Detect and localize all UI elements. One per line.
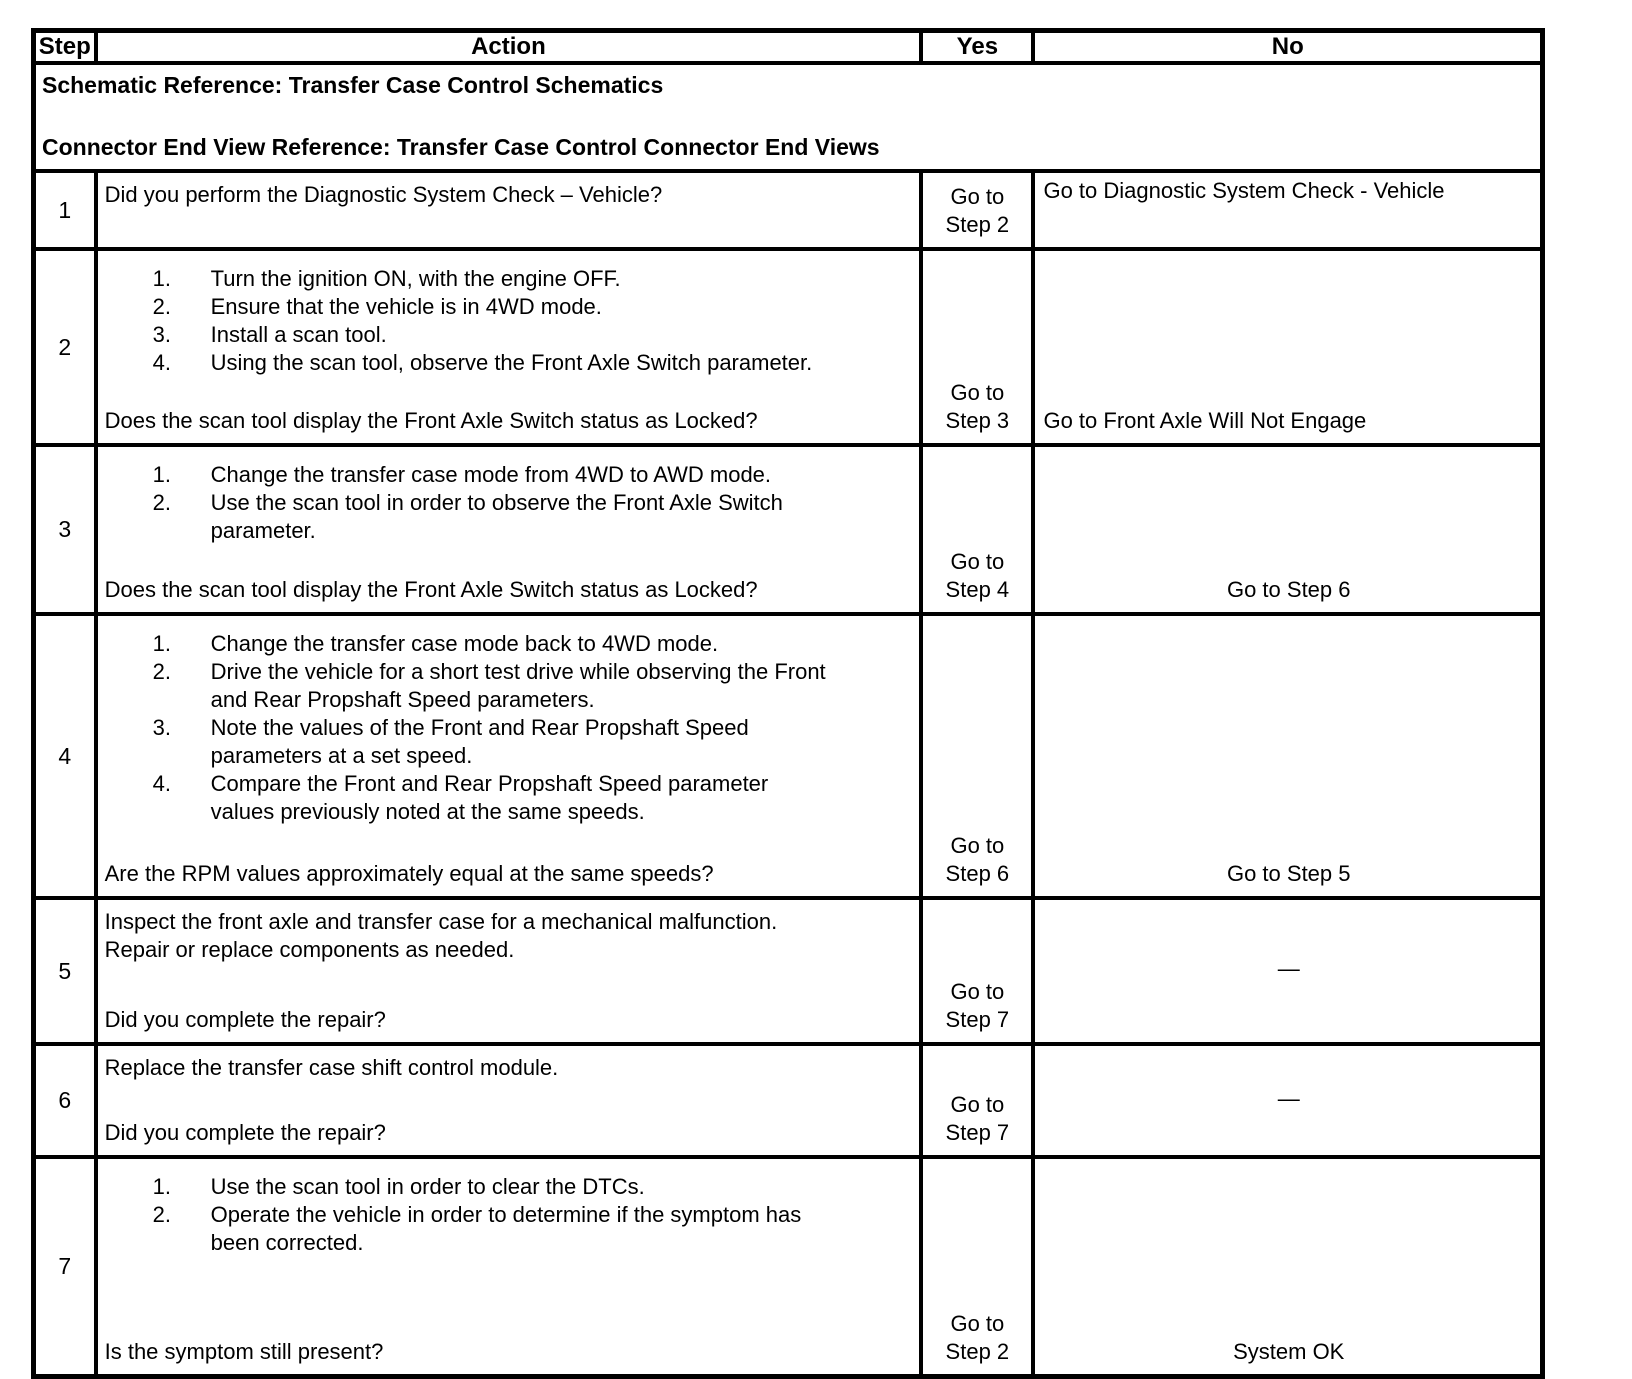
yes-cell [921,1044,1033,1157]
action-list-item [105,265,910,293]
action-question: Did you perform the Diagnostic System Check – Vehicle? [104,182,663,207]
no-cell: Go to Step 5 [1033,614,1542,898]
yes-instruction-line: Step 7 [945,1007,1010,1032]
yes-instruction-line: Go to [950,979,1005,1004]
list-item-number: 4. [152,350,171,375]
action-list-item [105,293,910,321]
list-item-number: 2. [152,294,171,319]
yes-instruction-line: Go to [950,549,1005,574]
no-cell: System OK [1033,1157,1542,1377]
action-list-item [105,630,910,658]
step-number: 3 [34,445,96,614]
step-number: 7 [34,1157,96,1377]
no-cell: Go to Step 6 [1033,445,1542,614]
action-cell [96,445,922,614]
yes-cell [921,898,1033,1044]
yes-instruction-line: Go to [950,184,1005,209]
step-number: 5 [34,898,96,1044]
action-list-item [105,321,910,349]
action-list [105,1173,910,1257]
yes-instruction-line: Go to [950,1311,1005,1336]
step-number: 2 [34,249,96,445]
list-item-text: Change the transfer case mode back to 4WD mode. [210,631,719,656]
table-row [34,898,1543,1044]
list-item-text: Turn the ignition ON, with the engine OFF. [210,266,621,291]
action-list [105,630,910,826]
yes-cell [921,445,1033,614]
action-cell [96,249,922,445]
action-question: Does the scan tool display the Front Axle Switch status as Locked? [104,577,758,602]
action-list-item [105,770,910,826]
no-cell: Go to Diagnostic System Check - Vehicle [1033,171,1542,249]
yes-cell [921,249,1033,445]
action-cell [96,1157,922,1377]
yes-instruction-line: Step 2 [945,1339,1010,1364]
list-item-text: Drive the vehicle for a short test drive while observing the Front and Rear Propshaft Speed parameters. [210,659,826,712]
action-cell [96,171,922,249]
column-header-no: No [1033,31,1542,64]
yes-instruction-line: Step 7 [945,1120,1010,1145]
action-question: Are the RPM values approximately equal at the same speeds? [104,861,714,886]
table-row [34,445,1543,614]
step-number: 4 [34,614,96,898]
step-number: 6 [34,1044,96,1157]
list-item-number: 4. [152,771,171,796]
list-item-number: 3. [152,322,171,347]
table-row [34,614,1543,898]
list-item-number: 3. [152,715,171,740]
list-item-number: 1. [152,1174,171,1199]
action-cell [96,614,922,898]
table-row [34,249,1543,445]
action-cell [96,898,922,1044]
yes-cell [921,614,1033,898]
no-cell: — [1033,898,1542,1044]
diagnostic-table [31,28,1545,1379]
list-item-text: Use the scan tool in order to clear the DTCs. [210,1174,645,1199]
step-number: 1 [34,171,96,249]
list-item-number: 2. [152,659,171,684]
connector-end-view-reference: Connector End View Reference: Transfer Case Control Connector End Views [42,134,880,160]
list-item-number: 1. [152,266,171,291]
column-header-action: Action [96,31,922,64]
list-item-number: 1. [152,631,171,656]
list-item-text: Note the values of the Front and Rear Propshaft Speed parameters at a set speed. [210,715,749,768]
list-item-text: Use the scan tool in order to observe the Front Axle Switch parameter. [210,490,783,543]
action-text: Repair or replace components as needed. [104,937,515,962]
action-list [105,265,910,377]
column-header-yes: Yes [921,31,1033,64]
yes-cell [921,1157,1033,1377]
action-text: Replace the transfer case shift control module. [104,1055,559,1080]
header-row [34,31,1543,64]
yes-instruction-line: Step 3 [945,408,1010,433]
action-question: Is the symptom still present? [104,1339,384,1364]
column-header-step: Step [34,31,96,64]
reference-row [34,63,1543,171]
table-row [34,171,1543,249]
list-item-text: Ensure that the vehicle is in 4WD mode. [210,294,602,319]
yes-instruction-line: Go to [950,1092,1005,1117]
yes-instruction-line: Go to [950,380,1005,405]
no-cell: — [1033,1044,1542,1157]
list-item-number: 1. [152,462,171,487]
no-cell: Go to Front Axle Will Not Engage [1033,249,1542,445]
action-list-item [105,1173,910,1201]
action-text: Inspect the front axle and transfer case for a mechanical malfunction. [104,909,778,934]
action-cell [96,1044,922,1157]
table-row [34,1157,1543,1377]
action-list-item [105,349,910,377]
list-item-number: 2. [152,490,171,515]
action-question: Did you complete the repair? [104,1120,386,1145]
reference-cell [34,63,1543,171]
list-item-text: Operate the vehicle in order to determine if the symptom has been corrected. [210,1202,802,1255]
yes-instruction-line: Step 2 [945,212,1010,237]
action-list-item [105,658,910,714]
list-item-text: Change the transfer case mode from 4WD to AWD mode. [210,462,772,487]
yes-cell [921,171,1033,249]
yes-instruction-line: Step 4 [945,577,1010,602]
list-item-text: Install a scan tool. [210,322,387,347]
action-list-item [105,461,910,489]
list-item-text: Using the scan tool, observe the Front Axle Switch parameter. [210,350,813,375]
list-item-number: 2. [152,1202,171,1227]
schematic-reference: Schematic Reference: Transfer Case Control Schematics [42,72,664,98]
yes-instruction-line: Go to [950,833,1005,858]
yes-instruction-line: Step 6 [945,861,1010,886]
action-list-item [105,714,910,770]
action-list [105,461,910,545]
action-question: Did you complete the repair? [104,1007,386,1032]
action-list-item [105,489,910,545]
list-item-text: Compare the Front and Rear Propshaft Speed parameter values previously noted at the same speeds. [210,771,769,824]
action-list-item [105,1201,910,1257]
action-question: Does the scan tool display the Front Axle Switch status as Locked? [104,408,758,433]
table-row [34,1044,1543,1157]
